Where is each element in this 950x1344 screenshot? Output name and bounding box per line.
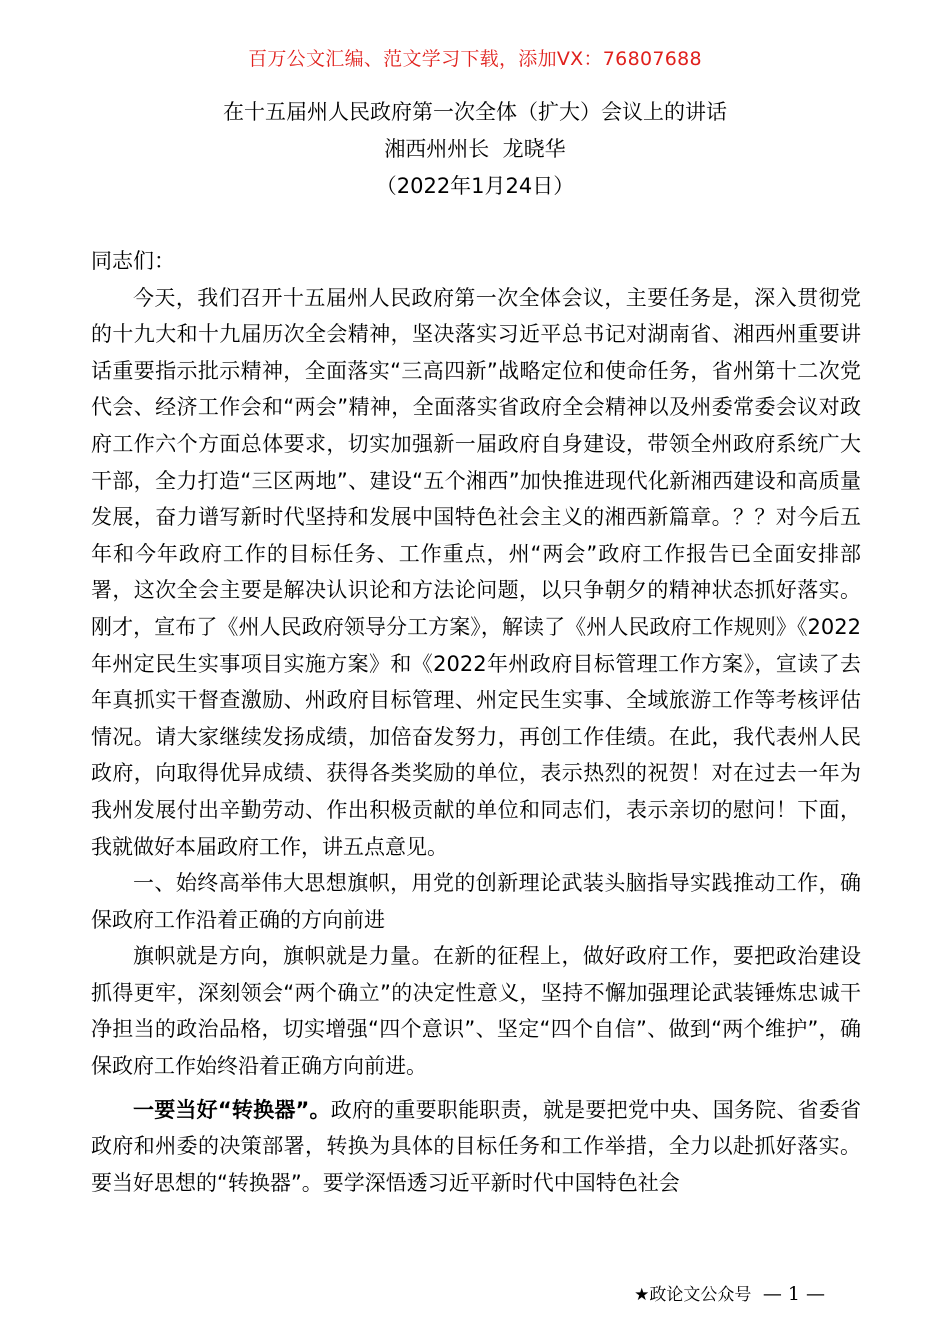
page-number: — 1 — xyxy=(762,1283,825,1305)
converter-text: 政府的重要职能职责，就是要把党中央、国务院、省委省政府和州委的决策部署，转换为具体的目标任务和工作举措，全力以赴抓好落实。要当好思想的“转换器”。要学深悟透习近平新时代中国特色社会 xyxy=(91,1097,861,1195)
speech-title-block xyxy=(0,94,950,205)
converter-heading: 一要当好“转换器”。 xyxy=(133,1097,331,1122)
promo-banner: 百万公文汇编、范文学习下载，添加VX：76807688 xyxy=(248,48,702,70)
paragraph-intro: 今天，我们召开十五届州人民政府第一次全体会议，主要任务是，深入贯彻党的十九大和十九届历次全会精神，坚决落实习近平总书记对湖南省、湘西州重要讲话重要指示批示精神，全面落实“三高四新”战略定位和使命任务，省州第十二次党代会、经济工作会和“两会”精神，全面落实省政府全会精神以及州委常委会议对政府工作六个方面总体要求，切实加强新一届政府自身建设，带领全州政府系统广大干部，全力打造“三区两地”、建设“五个湘西”加快推进现代化新湘西建设和高质量发展，奋力谱写新时代坚持和发展中国特色社会主义的湘西新篇章。？？对今后五年和今年政府工作的目标任务、工作重点，州“两会”政府工作报告已全面安排部署，这次全会主要是解决认识论和方法论问题，以只争朝夕的精神状态抓好落实。刚才，宣布了《州人民政府领导分工方案》，解读了《州人民政府工作规则》《2022年州定民生实事项目实施方案》和《2022年州政府目标管理工作方案》，宣读了去年真抓实干督查激励、州政府目标管理、州定民生实事、全域旅游工作等考核评估情况。请大家继续发扬成绩，加倍奋发努力，再创工作佳绩。在此，我代表州人民政府，向取得优异成绩、获得各类奖励的单位，表示热烈的祝贺！对在过去一年为我州发展付出辛勤劳动、作出积极贡献的单位和同志们，表示亲切的慰问！下面，我就做好本届政府工作，讲五点意见。 xyxy=(91,285,861,859)
footer-source: ★政论文公众号 xyxy=(634,1285,752,1305)
page-footer xyxy=(634,1280,825,1305)
speech-date: （2022年1月24日） xyxy=(375,174,575,198)
speaker-line: 湘西州州长 龙晓华 xyxy=(384,137,566,161)
speech-body xyxy=(91,243,861,1201)
paragraph-flag: 旗帜就是方向，旗帜就是力量。在新的征程上，做好政府工作，要把政治建设抓得更牢，深刻领会“两个确立”的决定性意义，坚持不懈加强理论武装锤炼忠诚干净担当的政治品格，切实增强“四个意识”、坚定“四个自信”、做到“两个维护”，确保政府工作始终沿着正确方向前进。 xyxy=(91,944,861,1079)
salutation: 同志们： xyxy=(91,249,175,273)
paragraph-converter xyxy=(91,1092,861,1202)
section-heading-1: 一、始终高举伟大思想旗帜，用党的创新理论武装头脑指导实践推动工作，确保政府工作沿着正确的方向前进 xyxy=(91,871,861,932)
speech-title: 在十五届州人民政府第一次全体（扩大）会议上的讲话 xyxy=(223,100,727,124)
